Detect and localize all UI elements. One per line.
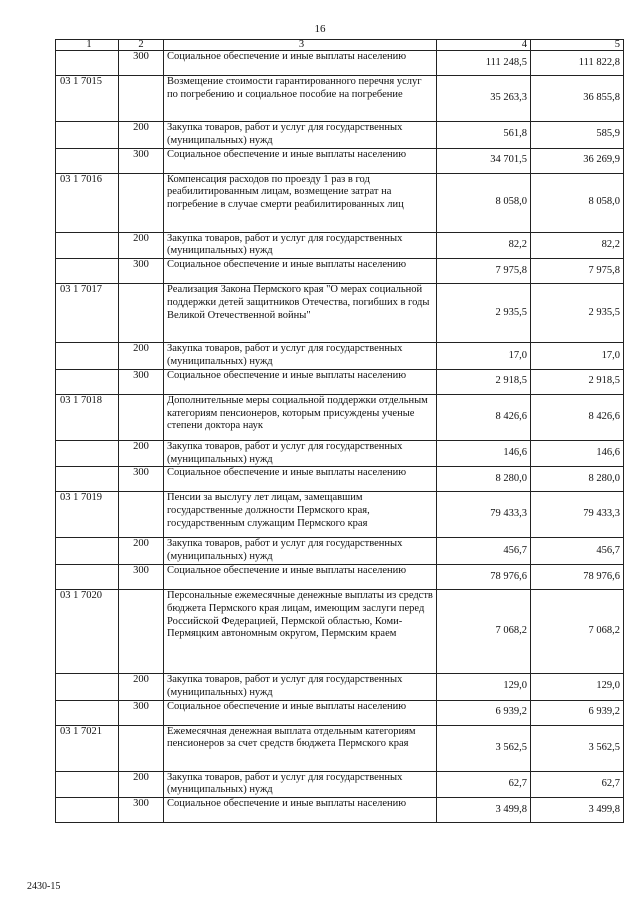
row-code: 03 1 7015	[56, 76, 119, 122]
row-value-year-1: 8 058,0	[437, 173, 531, 232]
row-description: Социальное обеспечение и иные выплаты населению	[164, 369, 437, 394]
row-description: Социальное обеспечение и иные выплаты населению	[164, 467, 437, 492]
budget-table	[55, 39, 624, 823]
column-header-2: 2	[119, 40, 164, 51]
row-expense-type: 300	[119, 369, 164, 394]
row-expense-type	[119, 492, 164, 538]
table-row	[56, 589, 624, 673]
row-description: Реализация Закона Пермского края "О мерах социальной поддержки детей защитников Отечества, погибших в годы Великой Отечественной войны"	[164, 284, 437, 343]
row-value-year-2: 7 068,2	[531, 589, 624, 673]
row-description: Компенсация расходов по проезду 1 раз в год реабилитированным лицам, возмещение затрат на погребение в случае смерти реабилитированных лиц	[164, 173, 437, 232]
row-code	[56, 440, 119, 467]
table-row	[56, 798, 624, 823]
row-expense-type: 200	[119, 538, 164, 565]
row-code: 03 1 7017	[56, 284, 119, 343]
row-expense-type: 300	[119, 148, 164, 173]
row-value-year-2: 79 433,3	[531, 492, 624, 538]
row-code	[56, 467, 119, 492]
row-code	[56, 122, 119, 149]
row-code: 03 1 7018	[56, 394, 119, 440]
row-description: Закупка товаров, работ и услуг для государственных (муниципальных) нужд	[164, 771, 437, 798]
row-value-year-1: 7 975,8	[437, 259, 531, 284]
row-value-year-1: 3 499,8	[437, 798, 531, 823]
row-expense-type	[119, 589, 164, 673]
row-value-year-2: 456,7	[531, 538, 624, 565]
table-row	[56, 492, 624, 538]
row-expense-type: 200	[119, 232, 164, 259]
row-code	[56, 51, 119, 76]
row-value-year-1: 82,2	[437, 232, 531, 259]
row-value-year-1: 17,0	[437, 343, 531, 370]
row-code	[56, 369, 119, 394]
row-description: Социальное обеспечение и иные выплаты населению	[164, 564, 437, 589]
row-code	[56, 700, 119, 725]
row-expense-type: 300	[119, 700, 164, 725]
row-value-year-1: 7 068,2	[437, 589, 531, 673]
row-code: 03 1 7020	[56, 589, 119, 673]
row-value-year-1: 2 918,5	[437, 369, 531, 394]
table-row	[56, 232, 624, 259]
row-expense-type	[119, 173, 164, 232]
table-row	[56, 771, 624, 798]
row-expense-type: 300	[119, 467, 164, 492]
row-description: Социальное обеспечение и иные выплаты населению	[164, 259, 437, 284]
document-code: 2430-15	[27, 881, 61, 892]
row-expense-type	[119, 284, 164, 343]
row-value-year-2: 585,9	[531, 122, 624, 149]
column-header-4: 4	[437, 40, 531, 51]
row-value-year-1: 2 935,5	[437, 284, 531, 343]
row-value-year-1: 62,7	[437, 771, 531, 798]
row-code	[56, 673, 119, 700]
row-value-year-1: 79 433,3	[437, 492, 531, 538]
row-code: 03 1 7019	[56, 492, 119, 538]
table-row	[56, 173, 624, 232]
column-header-3: 3	[164, 40, 437, 51]
row-description: Закупка товаров, работ и услуг для государственных (муниципальных) нужд	[164, 232, 437, 259]
row-value-year-2: 36 855,8	[531, 76, 624, 122]
row-expense-type: 300	[119, 798, 164, 823]
table-row	[56, 673, 624, 700]
table-row	[56, 700, 624, 725]
table-body	[56, 51, 624, 823]
row-value-year-2: 78 976,6	[531, 564, 624, 589]
table-row	[56, 467, 624, 492]
table-row	[56, 122, 624, 149]
row-value-year-2: 8 426,6	[531, 394, 624, 440]
row-description: Ежемесячная денежная выплата отдельным категориям пенсионеров за счет средств бюджета Пермского края	[164, 725, 437, 771]
row-value-year-2: 3 499,8	[531, 798, 624, 823]
row-value-year-1: 456,7	[437, 538, 531, 565]
table-row	[56, 51, 624, 76]
row-value-year-2: 2 918,5	[531, 369, 624, 394]
row-value-year-1: 129,0	[437, 673, 531, 700]
row-value-year-2: 3 562,5	[531, 725, 624, 771]
row-description: Закупка товаров, работ и услуг для государственных (муниципальных) нужд	[164, 673, 437, 700]
row-code	[56, 771, 119, 798]
row-value-year-1: 34 701,5	[437, 148, 531, 173]
table-row	[56, 76, 624, 122]
row-value-year-1: 561,8	[437, 122, 531, 149]
row-expense-type	[119, 725, 164, 771]
row-description: Социальное обеспечение и иные выплаты населению	[164, 798, 437, 823]
row-description: Закупка товаров, работ и услуг для государственных (муниципальных) нужд	[164, 440, 437, 467]
table-row	[56, 725, 624, 771]
row-code	[56, 798, 119, 823]
row-code: 03 1 7021	[56, 725, 119, 771]
row-value-year-2: 36 269,9	[531, 148, 624, 173]
table-row	[56, 343, 624, 370]
row-value-year-2: 7 975,8	[531, 259, 624, 284]
row-value-year-2: 146,6	[531, 440, 624, 467]
row-value-year-1: 8 426,6	[437, 394, 531, 440]
row-code	[56, 564, 119, 589]
row-value-year-1: 6 939,2	[437, 700, 531, 725]
row-expense-type	[119, 76, 164, 122]
row-value-year-2: 62,7	[531, 771, 624, 798]
row-value-year-1: 8 280,0	[437, 467, 531, 492]
row-value-year-2: 8 280,0	[531, 467, 624, 492]
row-value-year-1: 3 562,5	[437, 725, 531, 771]
header-row	[56, 40, 624, 51]
row-value-year-1: 111 248,5	[437, 51, 531, 76]
row-description: Пенсии за выслугу лет лицам, замещавшим государственные должности Пермского края, государственным служащим Пермского края	[164, 492, 437, 538]
row-expense-type: 200	[119, 673, 164, 700]
row-description: Закупка товаров, работ и услуг для государственных (муниципальных) нужд	[164, 343, 437, 370]
row-expense-type: 300	[119, 51, 164, 76]
row-description: Персональные ежемесячные денежные выплаты из средств бюджета Пермского края лицам, имеющим заслуги перед Российской Федерацией, Пермской областью, Коми-Пермяцким автономным округом, Пермским краем	[164, 589, 437, 673]
row-value-year-2: 17,0	[531, 343, 624, 370]
table-row	[56, 284, 624, 343]
row-description: Закупка товаров, работ и услуг для государственных (муниципальных) нужд	[164, 538, 437, 565]
row-code	[56, 538, 119, 565]
row-description: Дополнительные меры социальной поддержки отдельным категориям пенсионеров, которым присуждены ученые степени доктора наук	[164, 394, 437, 440]
row-expense-type: 300	[119, 259, 164, 284]
row-description: Возмещение стоимости гарантированного перечня услуг по погребению и социальное пособие на погребение	[164, 76, 437, 122]
row-description: Закупка товаров, работ и услуг для государственных (муниципальных) нужд	[164, 122, 437, 149]
row-expense-type: 200	[119, 771, 164, 798]
table-row	[56, 564, 624, 589]
row-expense-type: 200	[119, 122, 164, 149]
table-row	[56, 148, 624, 173]
table-row	[56, 369, 624, 394]
row-value-year-1: 78 976,6	[437, 564, 531, 589]
row-expense-type: 200	[119, 440, 164, 467]
column-header-5: 5	[531, 40, 624, 51]
row-value-year-1: 146,6	[437, 440, 531, 467]
table-row	[56, 394, 624, 440]
row-code	[56, 148, 119, 173]
row-code	[56, 343, 119, 370]
row-code: 03 1 7016	[56, 173, 119, 232]
row-value-year-2: 2 935,5	[531, 284, 624, 343]
row-code	[56, 232, 119, 259]
row-value-year-2: 82,2	[531, 232, 624, 259]
row-description: Социальное обеспечение и иные выплаты населению	[164, 51, 437, 76]
row-expense-type	[119, 394, 164, 440]
row-value-year-2: 6 939,2	[531, 700, 624, 725]
row-value-year-2: 129,0	[531, 673, 624, 700]
row-expense-type: 200	[119, 343, 164, 370]
row-value-year-1: 35 263,3	[437, 76, 531, 122]
row-value-year-2: 8 058,0	[531, 173, 624, 232]
table-row	[56, 259, 624, 284]
table-row	[56, 538, 624, 565]
row-code	[56, 259, 119, 284]
column-header-1: 1	[56, 40, 119, 51]
table-row	[56, 440, 624, 467]
page-number: 16	[314, 23, 326, 35]
row-description: Социальное обеспечение и иные выплаты населению	[164, 148, 437, 173]
row-description: Социальное обеспечение и иные выплаты населению	[164, 700, 437, 725]
row-value-year-2: 111 822,8	[531, 51, 624, 76]
row-expense-type: 300	[119, 564, 164, 589]
